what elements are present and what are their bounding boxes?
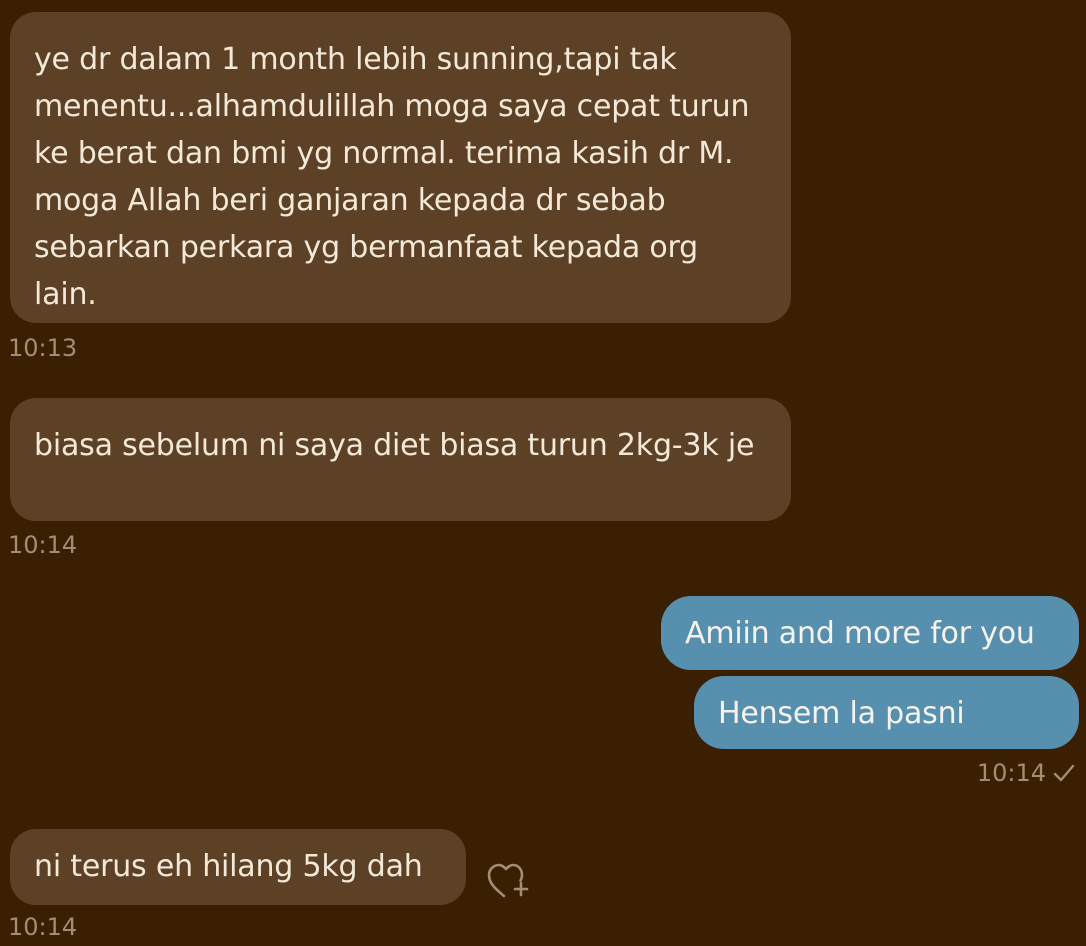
check-icon [1052,761,1076,785]
message-bubble-received[interactable]: biasa sebelum ni saya diet biasa turun 2kg-3k je [10,398,791,521]
timestamp-text: 10:14 [976,759,1046,787]
message-bubble-sent[interactable]: Hensem la pasni [694,676,1079,749]
message-bubble-received[interactable]: ni terus eh hilang 5kg dah [10,829,466,905]
message-timestamp: 10:14 [8,531,78,559]
message-timestamp: 10:14 [8,913,78,941]
message-bubble-sent[interactable]: Amiin and more for you [661,596,1079,670]
heart-plus-icon[interactable] [485,858,531,904]
message-bubble-received[interactable]: ye dr dalam 1 month lebih sunning,tapi tak menentu...alhamdulillah moga saya cepat turun ke berat dan bmi yg normal. terima kasih dr M. moga Allah beri ganjaran kepada dr sebab sebarkan perkara yg bermanfaat kepada org lain. [10,12,791,323]
message-timestamp-sent [977,758,1076,788]
message-timestamp: 10:13 [8,334,78,362]
